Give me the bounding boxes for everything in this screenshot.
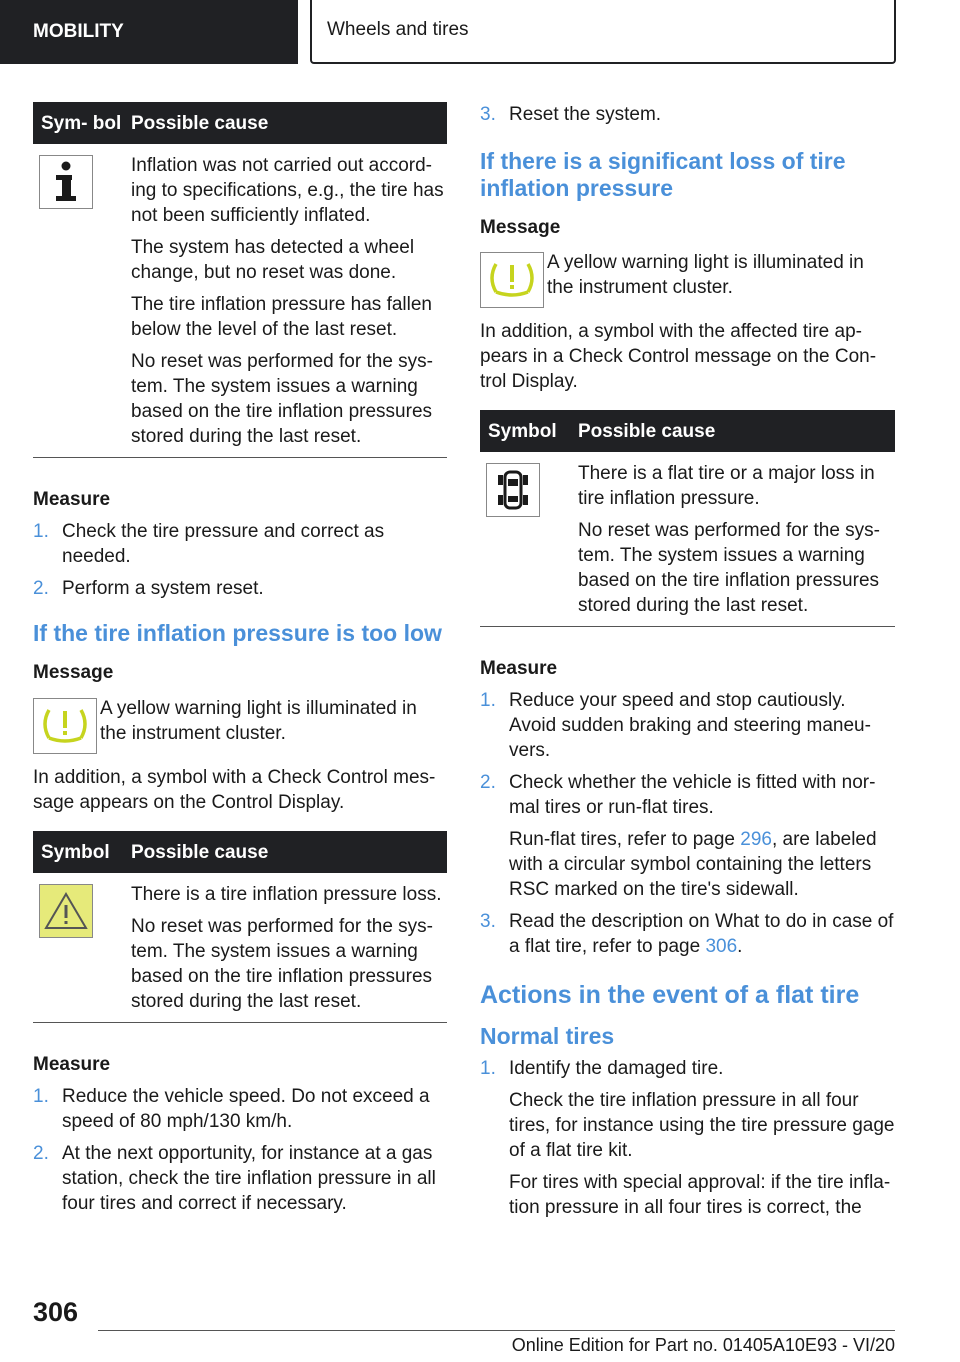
step-text: Check whether the vehicle is fitted with nor‐ mal tires or run-flat tires. <box>509 772 876 818</box>
list-item <box>480 909 895 959</box>
step-number: 1. <box>480 690 496 711</box>
section-tab: Wheels and tires <box>310 0 896 64</box>
chapter-tab: MOBILITY <box>0 0 298 64</box>
page-header <box>0 0 960 66</box>
step-number: 1. <box>33 1086 49 1107</box>
message-text: A yellow warning light is illuminated in the instrument cluster. <box>100 698 417 744</box>
step-text: Reset the system. <box>509 104 662 125</box>
cause-text: There is a flat tire or a major loss in tire inflation pressure. <box>578 463 875 509</box>
cause-text: No reset was performed for the sys‐ tem. The system issues a warning based on the tire inflation pressures stored during the last reset. <box>131 916 433 1012</box>
list-item <box>33 1141 447 1216</box>
step-detail-text: Run-flat tires, refer to page <box>509 829 741 850</box>
step-number: 3. <box>480 104 496 125</box>
message-label: Message <box>33 662 114 683</box>
cause-table-warning <box>33 831 447 1023</box>
step-text: Reduce your speed and stop cautiously. Avoid sudden braking and steering maneu‐ vers. <box>509 690 871 761</box>
list-item <box>33 519 447 569</box>
measure-steps <box>480 688 895 959</box>
reset-steps <box>480 102 895 127</box>
cause-text: There is a tire inflation pressure loss. <box>131 884 442 905</box>
symbol-header: Sym‐ bol <box>33 102 123 144</box>
step-number: 2. <box>480 772 496 793</box>
message-text: A yellow warning light is illuminated in the instrument cluster. <box>547 252 864 298</box>
symbol-header: Symbol <box>33 831 123 873</box>
section-title: Actions in the event of a flat tire <box>480 981 860 1009</box>
addition-text: In addition, a symbol with a Check Control mes‐ sage appears on the Control Display. <box>33 767 436 813</box>
measure-label: Measure <box>33 489 111 510</box>
measure-label: Measure <box>480 658 558 679</box>
step-text: Read the description on What to do in case of a flat tire, refer to page <box>509 911 894 957</box>
step-number: 1. <box>480 1058 496 1079</box>
footer-divider <box>98 1330 895 1331</box>
step-detail: For tires with special approval: if the tire infla‐ tion pressure in all four tires is correct, the <box>509 1172 891 1218</box>
left-column <box>33 102 447 1223</box>
car-flat-tire-icon <box>486 463 540 517</box>
message-label: Message <box>480 217 561 238</box>
step-detail-text: , are labeled with a circular symbol containing the letters RSC marked on the tire's sidewall. <box>509 829 877 900</box>
subsection-title: Normal tires <box>480 1023 615 1049</box>
cause-table-flat <box>480 410 895 627</box>
cause-text: No reset was performed for the sys‐ tem. The system issues a warning based on the tire inflation pressures stored during the last reset. <box>578 520 880 616</box>
measure-label: Measure <box>33 1054 111 1075</box>
step-text: At the next opportunity, for instance at a gas station, check the tire inflation pressure in all four tires and correct if necessary. <box>62 1143 436 1214</box>
right-column <box>480 102 895 1227</box>
cause-header: Possible cause <box>123 831 447 873</box>
step-detail <box>509 827 895 902</box>
list-item <box>33 1084 447 1134</box>
warning-triangle-icon <box>39 884 93 938</box>
measure-steps <box>33 1084 447 1216</box>
cause-header: Possible cause <box>570 410 895 452</box>
section-heading: If the tire inflation pressure is too low <box>33 620 442 646</box>
step-text: . <box>737 936 743 957</box>
step-text: Perform a system reset. <box>62 578 264 599</box>
step-text: Check the tire pressure and correct as needed. <box>62 521 385 567</box>
cause-header: Possible cause <box>123 102 447 144</box>
page-link-306[interactable]: 306 <box>705 936 738 957</box>
step-text: Identify the damaged tire. <box>509 1058 724 1079</box>
step-detail: Check the tire inflation pressure in all four tires, for instance using the tire pressure gage of a flat tire kit. <box>509 1090 895 1161</box>
step-number: 1. <box>33 521 49 542</box>
tire-pressure-warning-icon <box>480 252 544 308</box>
list-item <box>480 1056 895 1220</box>
cause-table-info <box>33 102 447 458</box>
page-number: 306 <box>33 1297 79 1327</box>
cause-text: The tire inflation pressure has fallen below the level of the last reset. <box>131 294 432 340</box>
list-item <box>480 102 895 127</box>
cause-text: No reset was performed for the sys‐ tem. The system issues a warning based on the tire inflation pressures stored during the last reset. <box>131 351 433 447</box>
edition-text: Online Edition for Part no. 01405A10E93 - VI/20 <box>511 1335 895 1355</box>
page-link-296[interactable]: 296 <box>740 829 772 850</box>
section-heading: If there is a significant loss of tire inflation pressure <box>480 148 846 201</box>
list-item <box>33 576 447 601</box>
step-number: 3. <box>480 911 496 932</box>
cause-text: The system has detected a wheel change, but no reset was done. <box>131 237 415 283</box>
symbol-header: Symbol <box>480 410 570 452</box>
measure-steps <box>33 519 447 601</box>
list-item <box>480 770 895 902</box>
tire-pressure-warning-icon <box>33 698 97 754</box>
addition-text: In addition, a symbol with the affected tire ap‐ pears in a Check Control message on the Con‐ trol Display. <box>480 321 877 392</box>
message-row <box>480 250 895 308</box>
normal-tire-steps <box>480 1056 895 1220</box>
step-number: 2. <box>33 578 49 599</box>
message-row <box>33 696 447 754</box>
info-icon <box>39 155 93 209</box>
step-text: Reduce the vehicle speed. Do not exceed a speed of 80 mph/130 km/h. <box>62 1086 430 1132</box>
list-item <box>480 688 895 763</box>
step-number: 2. <box>33 1143 49 1164</box>
cause-text: Inflation was not carried out accord‐ ing to specifications, e.g., the tire has not been sufficiently inflated. <box>131 155 444 226</box>
